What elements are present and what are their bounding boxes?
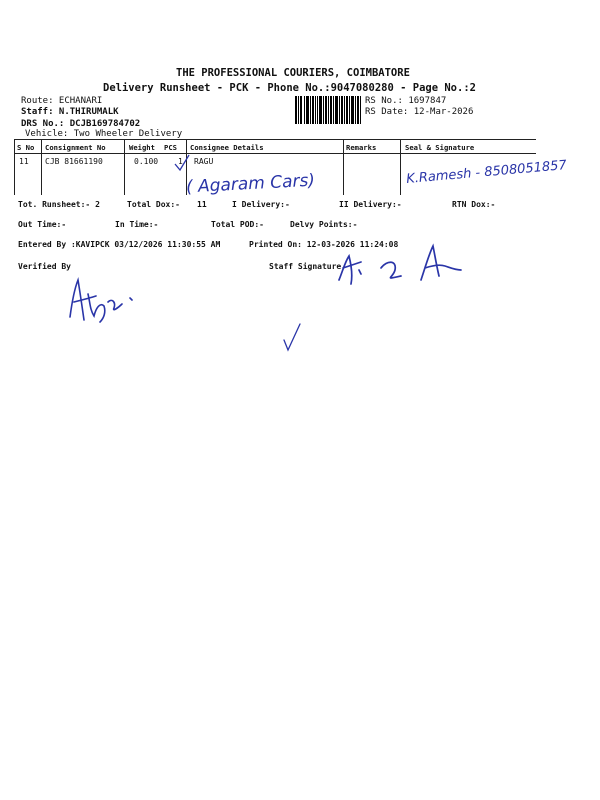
total-dox-label: Total Dox:- — [127, 200, 180, 209]
rtn-dox: RTN Dox:- — [452, 200, 496, 209]
route-text: Route: ECHANARI — [21, 96, 103, 106]
drs-number: DRS No.: DCJB169784702 — [21, 119, 141, 129]
entered-by: Entered By :KAVIPCK 03/12/2026 11:30:55 AM — [18, 240, 221, 249]
delvy-points: Delvy Points:- — [290, 220, 358, 229]
tot-runsheet: Tot. Runsheet:- 2 — [18, 200, 100, 209]
col-divider — [400, 139, 401, 195]
vehicle-text: Vehicle: Two Wheeler Delivery — [25, 129, 183, 139]
col-header-consignee: Consignee Details — [190, 143, 264, 152]
out-time: Out Time:- — [18, 220, 67, 229]
table-top-rule — [14, 139, 536, 140]
cell-pcs: 1 — [178, 157, 183, 166]
col-divider — [124, 139, 125, 195]
table-left-rule — [14, 139, 15, 195]
tick-mark-icon — [172, 152, 192, 174]
rs-number: RS No.: 1697847 — [365, 96, 447, 106]
verified-by-label: Verified By — [18, 262, 71, 271]
col-header-sno: S No — [17, 143, 35, 152]
col-divider — [343, 139, 344, 195]
printed-on: Printed On: 12-03-2026 11:24:08 — [249, 240, 399, 249]
cell-weight: 0.100 — [134, 157, 159, 166]
staff-signature-image — [335, 240, 465, 292]
ii-delivery: II Delivery:- — [339, 200, 402, 209]
handwritten-seal-signature: K.Ramesh - 8508051857 — [405, 158, 568, 187]
col-header-seal-signature: Seal & Signature — [405, 143, 475, 152]
cell-consignment: CJB 81661190 — [45, 157, 103, 166]
col-header-remarks: Remarks — [346, 143, 377, 152]
cell-sno: 11 — [19, 157, 29, 166]
rs-date: RS Date: 12-Mar-2026 — [365, 107, 474, 117]
i-delivery: I Delivery:- — [232, 200, 290, 209]
col-header-pcs: PCS — [164, 143, 177, 152]
in-time: In Time:- — [115, 220, 159, 229]
col-header-weight: Weight — [129, 143, 155, 152]
cell-consignee: RAGU — [194, 157, 214, 166]
staff-signature-label: Staff Signature — [269, 262, 342, 271]
handwritten-consignee-note: ( Agaram Cars) — [185, 170, 316, 198]
table-header-rule — [14, 153, 536, 154]
tick-mark-icon — [280, 320, 304, 354]
col-header-consignment: Consignment No — [45, 143, 106, 152]
staff-text: Staff: N.THIRUMALK — [21, 107, 119, 117]
runsheet-subtitle: Delivery Runsheet - PCK - Phone No.:9047080280 - Page No.:2 — [103, 82, 476, 94]
company-title: THE PROFESSIONAL COURIERS, COIMBATORE — [176, 67, 410, 79]
verifier-signature-image — [60, 272, 140, 324]
col-divider — [41, 139, 42, 195]
total-pod: Total POD:- — [211, 220, 264, 229]
total-dox-value: 11 — [197, 200, 207, 209]
barcode-image — [295, 96, 361, 124]
